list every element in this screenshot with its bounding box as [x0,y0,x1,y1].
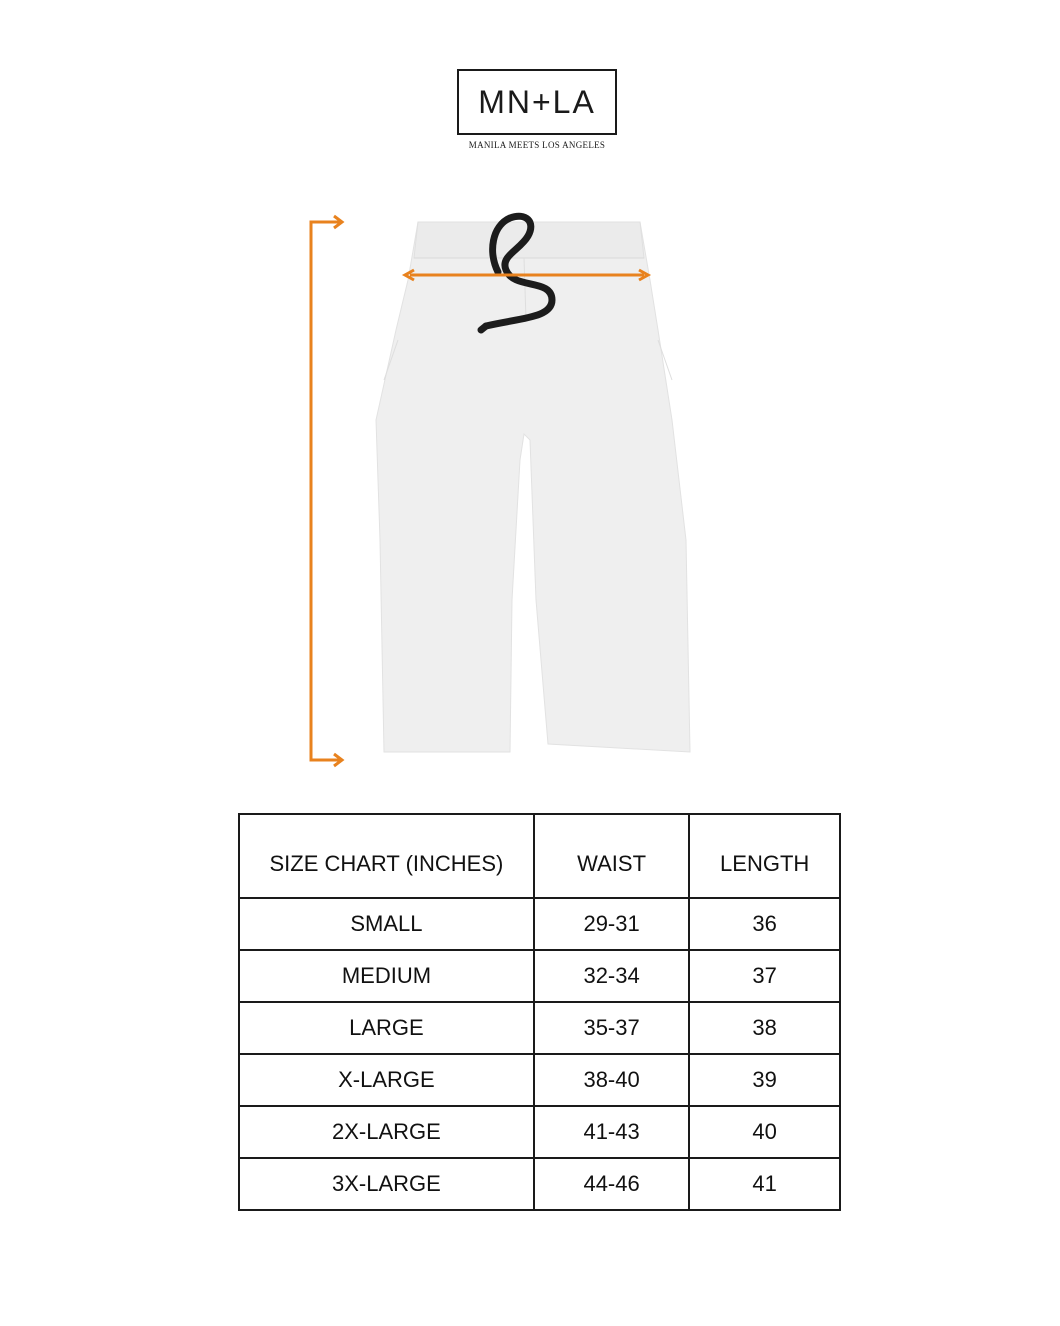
cell-waist: 41-43 [534,1106,690,1158]
table-row [239,1106,840,1158]
cell-length: 38 [689,1002,840,1054]
table-row [239,898,840,950]
cell-size: 3X-LARGE [239,1158,534,1210]
cell-length: 40 [689,1106,840,1158]
cell-size: MEDIUM [239,950,534,1002]
header-size: SIZE CHART (INCHES) [239,814,534,898]
cell-waist: 38-40 [534,1054,690,1106]
table-row [239,1002,840,1054]
cell-waist: 44-46 [534,1158,690,1210]
table-header-row [239,814,840,898]
cell-waist: 35-37 [534,1002,690,1054]
header-length: LENGTH [689,814,840,898]
brand-tagline: MANILA MEETS LOS ANGELES [468,140,606,150]
cell-size: LARGE [239,1002,534,1054]
cell-length: 36 [689,898,840,950]
cell-size: 2X-LARGE [239,1106,534,1158]
table-row [239,1054,840,1106]
table-row [239,1158,840,1210]
cell-size: SMALL [239,898,534,950]
cell-size: X-LARGE [239,1054,534,1106]
header-waist: WAIST [534,814,690,898]
cell-waist: 29-31 [534,898,690,950]
cell-length: 41 [689,1158,840,1210]
cell-waist: 32-34 [534,950,690,1002]
size-chart-table [238,813,841,1211]
table-row [239,950,840,1002]
length-measure-arrow [311,216,342,766]
cell-length: 39 [689,1054,840,1106]
pants-garment [376,222,690,752]
logo-text: MN+LA [478,83,596,120]
cell-length: 37 [689,950,840,1002]
